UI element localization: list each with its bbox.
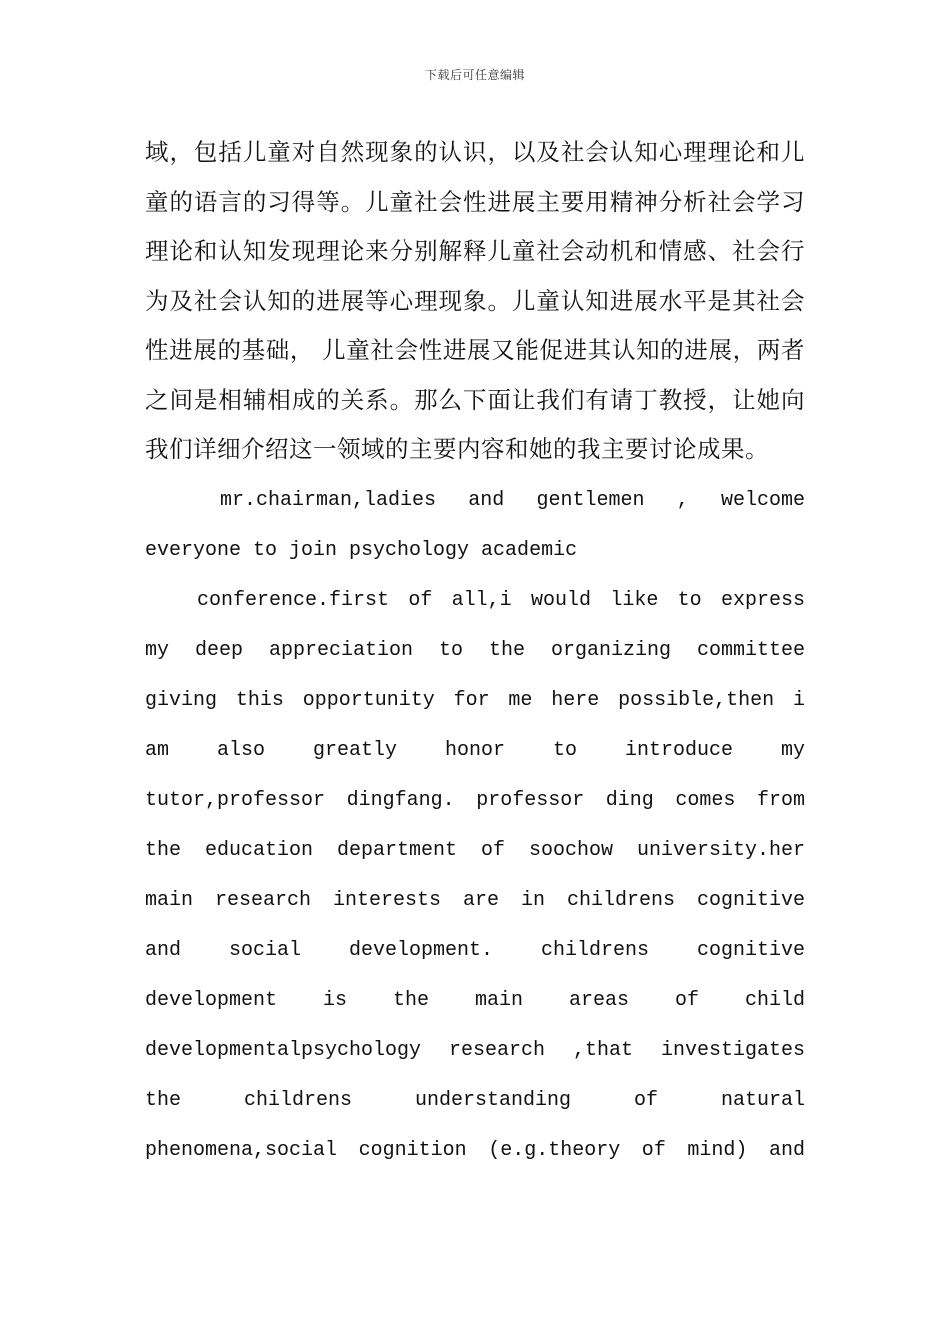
english-line-4: my deep appreciation to the organizing committee [145, 638, 805, 662]
english-line-10: and social development. childrens cognitive [145, 938, 805, 962]
english-paragraph [145, 476, 805, 1176]
page-content [145, 128, 805, 1176]
english-line-13: the childrens understanding of natural [145, 1088, 805, 1112]
page-header: 下载后可任意编辑 [424, 68, 525, 82]
english-line-12: developmentalpsychology research ,that investigates [145, 1038, 805, 1062]
english-line-8: the education department of soochow university.her [145, 838, 805, 862]
english-line-5: giving this opportunity for me here possible,then i [145, 688, 805, 712]
english-line-14: phenomena,social cognition (e.g.theory of mind) and [145, 1138, 805, 1162]
english-line-2: everyone to join psychology academic [145, 538, 578, 562]
english-line-3: conference.first of all,i would like to express [197, 588, 805, 612]
english-line-6: am also greatly honor to introduce my [145, 738, 805, 762]
english-line-7: tutor,professor dingfang. professor ding comes from [145, 788, 805, 812]
chinese-paragraph: 域，包括儿童对自然现象的认识，以及社会认知心理理论和儿童的语言的习得等。儿童社会性进展主要用精神分析社会学习理论和认知发现理论来分别解释儿童社会动机和情感、社会行为及社会认知的进展等心理现象。儿童认知进展水平是其社会性进展的基础， 儿童社会性进展又能促进其认知的进展，两者之间是相辅相成的关系。那么下面让我们有请丁教授，让她向我们详细介绍这一领域的主要内容和她的我主要讨论成果。 [145, 138, 805, 463]
english-line-11: development is the main areas of child [145, 988, 805, 1012]
english-line-9: main research interests are in childrens cognitive [145, 888, 805, 912]
english-line-1: mr.chairman,ladies and gentlemen , welcome [220, 488, 805, 512]
